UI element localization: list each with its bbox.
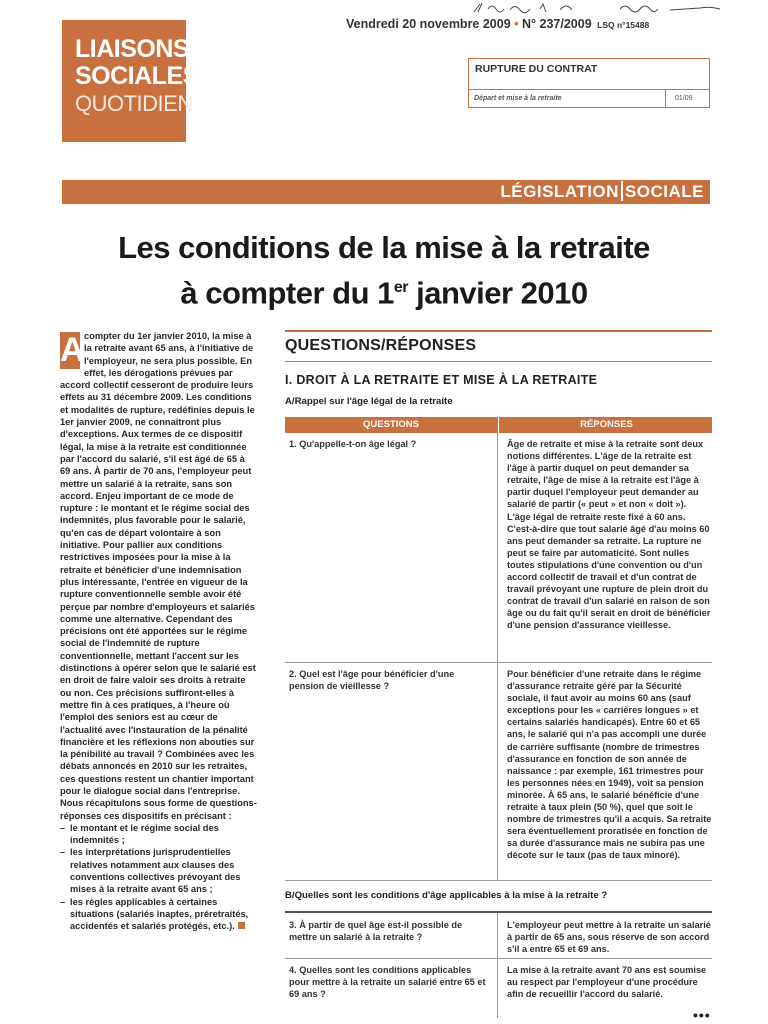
intro-bullet: – le montant et le régime social des indemnités ;: [60, 822, 257, 847]
publication-logo: [62, 20, 199, 142]
section-label-separator: [621, 181, 623, 201]
intro-text: compter du 1er janvier 2010, la mise à la retraite avant 65 ans, à l'initiative de l'employeur, ne sera plus possible. En effet, les dérogations prévues par accord collectif cesseront de produire leurs effets au 31 décembre 2009. Les conditions et modalités de rupture, redéfinies depuis le 1er janvier 2009, ne connaîtront plus d'exceptions. Aux termes de ce dispositif légal, la mise à la retraite est conditionnée par l'accord du salarié, s'il est âgé de 65 à 69 ans. À partir de 70 ans, l'employeur peut mettre un salarié à la retraite, sans son accord. Enjeu important de ce mode de rupture : le montant et le régime social des indemnités, plus favorable pour le salarié, qu'en cas de départ volontaire à son initiative. Pour pallier aux conditions restrictives imposées pour la mise à la retraite et bénéficier d'une indemnisation plus intéressante, l'entrée en vigueur de la rupture conventionnelle semble avoir été perçue par nombre d'employeurs et salariés comme une alternative. Cependant des précisions ont été apportées sur le régime social de l'indemnité de rupture conventionnelle, mettant l'accent sur les distinctions à opérer selon que le salarié est en droit de faire valoir ses droits à retraite ou non. Ces précisions suffiront-elles à mettre fin à ces pratiques, à l'heure où l'emploi des seniors est au cœur de l'actualité avec l'instauration de la pénalité financière et les réflexions non abouties sur la pénibilité au travail ? Combinées avec les débats annoncés en 2010 sur les retraites, ces questions restent un chantier important pour le dialogue social dans l'entreprise. Nous récapitulons sous forme de questions-réponses ces dispositifs en précisant :: [60, 331, 257, 821]
question-cell: 3. À partir de quel âge est-il possible de mettre un salarié à la retraite ?: [289, 920, 463, 942]
questions-column-header: QUESTIONS: [363, 419, 419, 430]
answer-cell: Pour bénéficier d'une retraite dans le régime d'assurance retraite géré par la Sécurité sociale, il faut avoir au moins 60 ans (sauf exceptions pour les « carrières longues » et certains salariés handicapés). Entre 60 et 65 ans, le salarié qui n'a pas accompli une durée de carrière suffisante (nombre de trimestres d'assurance en fonction de son année de naissance : par exemple, 161 trimestres pour les personnes nées en 1949), voit sa pension minorée. À 65 ans, le salarié bénéficie d'une retraite à taux plein (50 %), quel que soit le nombre de trimestres qu'il a acquis. Sa retraite sera éventuellement proratisée en fonction de sa durée d'assurance mais ne subira pas une décote sur le taux (pas de taux minoré).: [507, 669, 712, 861]
rubric-page: 01/09: [675, 95, 693, 102]
section-label-part2: SOCIALE: [624, 182, 704, 201]
header-divider: [498, 417, 499, 433]
subsection-b-heading: B/Quelles sont les conditions d'âge applicables à la mise à la retraite ?: [285, 890, 608, 901]
table-column-divider: [497, 433, 498, 880]
section-label-part1: LÉGISLATION: [500, 182, 619, 201]
section-band: [62, 180, 710, 204]
table-b-column-divider: [497, 913, 498, 1018]
title-line-2-end: janvier 2010: [407, 275, 588, 311]
subsection-a-heading: A/Rappel sur l'âge légal de la retraite: [285, 396, 453, 407]
handwritten-annotation: [470, 0, 750, 16]
dateline-separator: •: [514, 17, 519, 31]
section-label: [500, 181, 704, 203]
rubric-subtitle: Départ et mise à la retraite: [474, 95, 562, 102]
drop-cap: A: [60, 331, 85, 369]
issue-number: N° 237/2009: [522, 17, 592, 31]
intro-bullet: [60, 896, 257, 933]
table-bottom-rule: [285, 880, 712, 881]
questions-answers-heading: QUESTIONS/RÉPONSES: [285, 337, 477, 354]
rubric-title: RUPTURE DU CONTRAT: [475, 63, 598, 75]
issue-date: Vendredi 20 novembre 2009: [346, 17, 511, 31]
answer-cell: Âge de retraite et mise à la retraite sont deux notions différentes. L'âge de la retraite est l'âge à partir duquel on peut demander sa retraite, l'âge de mise à la retraite est l'âge à partir duquel l'employeur peut demander au salarié de partir (« peut » et non « doit »). L'âge légal de retraite reste fixé à 60 ans. C'est-à-dire que tout salarié âgé d'au moins 60 ans peut demander sa retraite. La rupture ne peut se faire par automaticité. Sont nulles toutes stipulations d'une convention ou d'un accord collectif de travail et d'un contrat de travail prévoyant une rupture de plein droit du contrat de travail d'un salarié en raison de son âge ou du fait qu'il serait en droit de bénéficier d'une pension d'assurance vieillesse.: [507, 439, 711, 631]
issue-dateline: [346, 17, 649, 31]
table-b-row-divider: [285, 958, 712, 959]
continued-indicator: •••: [693, 1007, 711, 1023]
question-cell: 2. Quel est l'âge pour bénéficier d'une pension de vieillesse ?: [289, 669, 455, 691]
answer-cell: La mise à la retraite avant 70 ans est soumise au respect par l'employeur d'une procédure afin de recueillir l'accord du salarié.: [507, 965, 707, 1000]
intro-bullet-text: les règles applicables à certaines situations (salariés inaptes, préretraités, accidentés et salariés protégés, etc.).: [70, 896, 249, 932]
table-row-divider: [285, 662, 712, 663]
rubric-column-divider: [665, 89, 666, 107]
intro-column: [60, 330, 257, 933]
logo-line-1: LIAISONS: [75, 35, 190, 63]
rubric-divider: [469, 89, 709, 90]
table-header: [285, 417, 712, 433]
section-heading: I. DROIT À LA RETRAITE ET MISE À LA RETRAITE: [285, 373, 598, 387]
lsq-number: LSQ n°15488: [597, 20, 650, 30]
title-superscript: er: [393, 279, 408, 296]
answers-column-header: RÉPONSES: [580, 419, 633, 430]
rubric-box: [468, 58, 710, 108]
end-mark-icon: [238, 922, 245, 929]
page-title: [0, 228, 768, 313]
title-line-2-start: à compter du 1: [180, 275, 394, 311]
intro-bullet: – les interprétations jurisprudentielles relatives notamment aux clauses des conventions collectives prévoyant des mises à la retraite avant 65 ans ;: [60, 846, 257, 895]
table-b-top-rule: [285, 911, 712, 913]
heading-rule: [285, 361, 712, 362]
title-line-1: Les conditions de la mise à la retraite: [118, 230, 650, 265]
question-cell: 1. Qu'appelle-t-on âge légal ?: [289, 439, 417, 449]
question-cell: 4. Quelles sont les conditions applicables pour mettre à la retraite un salarié entre 65 et 69 ans ?: [289, 965, 486, 999]
answer-cell: L'employeur peut mettre à la retraite un salarié à partir de 65 ans, sous réserve de son accord s'il a entre 65 et 69 ans.: [507, 920, 711, 955]
logo-line-2: SOCIALES: [75, 62, 199, 90]
column-top-rule: [285, 330, 712, 332]
title-line-2: [0, 268, 768, 313]
intro-bullet-list: [60, 822, 257, 933]
logo-line-3: QUOTIDIEN: [75, 91, 193, 116]
